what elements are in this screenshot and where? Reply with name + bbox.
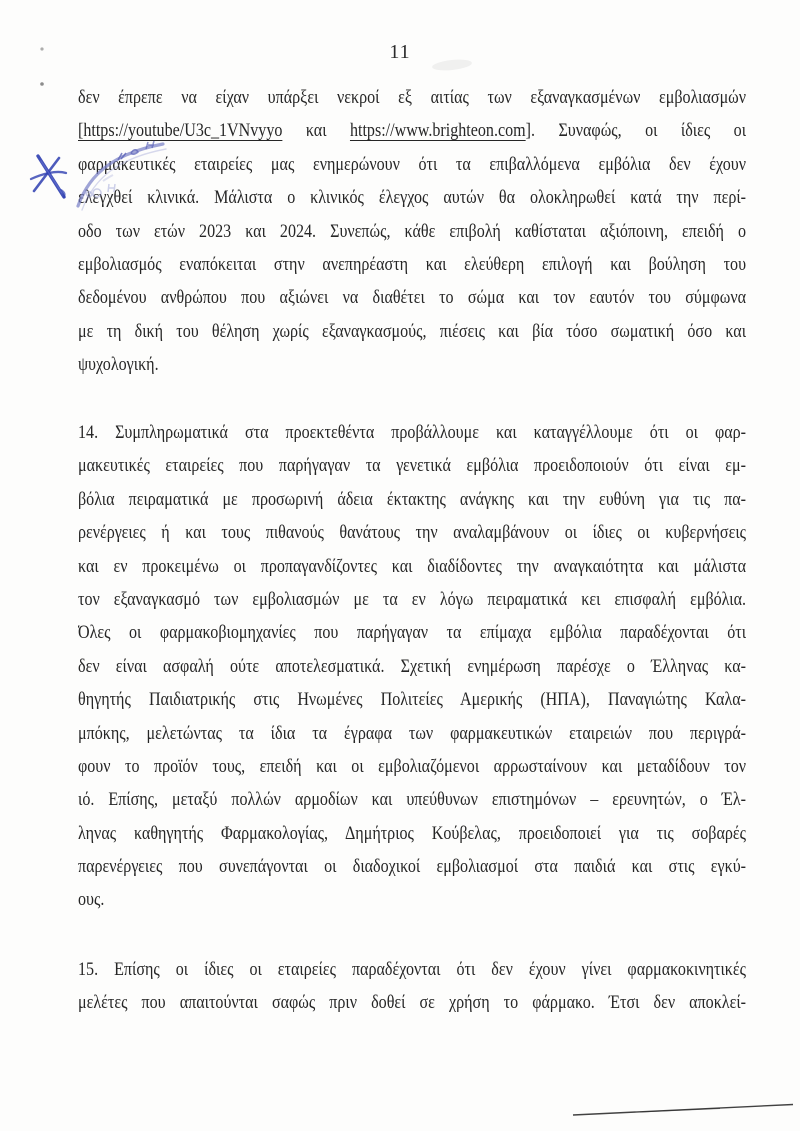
text-line: δεν έπρεπε να είχαν υπάρξει νεκροί εξ αιτίας των εξαναγκασμένων εμβολιασμών [78, 87, 747, 108]
text-line: ελεγχθεί κλινικά. Μάλιστα ο κλινικός έλεγχος αυτών θα ολοκληρωθεί κατά την περί- [78, 187, 747, 209]
text-line: ιό. Επίσης, μεταξύ πολλών αρμοδίων και υπεύθυνων επιστημόνων – ερευνητών, ο Έλ- [78, 789, 747, 811]
paragraph-continuation [78, 81, 746, 382]
text-line: ψυχολογική. [78, 354, 159, 376]
text-line: 15. Επίσης οι ίδιες οι εταιρείες παραδέχονται ότι δεν έχουν γίνει φαρμακοκινητικές [78, 959, 747, 980]
text-line: τον εξαναγκασμό των εμβολιασμών με τα εν λόγω πειραματικά κει επισφαλή εμβόλια. [78, 588, 747, 610]
text-line: ληνας καθηγητής Φαρμακολογίας, Δημήτριος Κούβελας, προειδοποιεί για τις σοβαρές [78, 822, 747, 844]
text-line: παρενέργειες που συνεπάγονται οι διαδοχικοί εμβολιασμοί στα παιδιά και στις εγκύ- [78, 856, 747, 878]
text-line: μακευτικές εταιρείες που παρήγαγαν τα γενετικά εμβόλια προειδοποιούν ότι είναι εμ- [78, 455, 747, 477]
text-line: δεν είναι ασφαλή ούτε αποτελεσματικά. Σχετική ενημέρωση παρέσχε ο Έλληνας κα- [78, 655, 747, 677]
link-separator-text: και [282, 120, 350, 142]
text-line: μελέτες που απαιτούνται σαφώς πριν δοθεί σε χρήση το φάρμακο. Έτσι δεν αποκλεί- [78, 992, 747, 1014]
text-line: εμβολιασμός εναπόκειται στην ανεπηρέαστη και ελεύθερη επιλογή και βούληση του [78, 253, 747, 275]
pen-asterisk-icon [31, 156, 66, 197]
text-line: και εν προκειμένω οι προπαγανδίζοντες και διαδίδοντες την αναγκαιότητα και μάλιστα [78, 555, 747, 577]
brighteon-url-link: https://www.brighteon.com [349, 120, 526, 142]
text-line: φαρμακευτικές εταιρείες μας ενημερώνουν ότι τα επιβαλλόμενα εμβόλια δεν έχουν [78, 153, 747, 175]
text-line: 14. Συμπληρωματικά στα προεκτεθέντα προβάλλουμε και καταγγέλλουμε ότι οι φαρ- [78, 422, 747, 443]
page-number: 11 [389, 41, 411, 63]
text-line: Όλες οι φαρμακοβιομηχανίες που παρήγαγαν τα επίμαχα εμβόλια παραδέχονται ότι [78, 622, 747, 644]
paragraph-15 [78, 953, 746, 1020]
text-line: φουν το προϊόν τους, επειδή και οι εμβολιαζόμενοι αρρωσταίνουν και μεταδίδουν τον [78, 755, 747, 777]
paragraph-14 [78, 416, 746, 917]
text-line: δεδομένου ανθρώπου που αξιώνει να διαθέτει το σώμα και τον εαυτόν του σύμφωνα [78, 287, 747, 309]
text-line: ους. [78, 889, 105, 911]
text-line: ρενέργειες ή και τους πιθανούς θανάτους την αναλαμβάνουν οι ίδιες οι κυβερνήσεις [78, 522, 747, 544]
text-line: οδο των ετών 2023 και 2024. Συνεπώς, κάθε επιβολή καθίσταται αξιόποινη, επειδή ο [78, 220, 747, 242]
text-line: βόλια πειραματικά με προσωρινή άδεια έκτακτης ανάγκης και την ευθύνη για τις πα- [78, 488, 747, 510]
text-line-with-links [78, 114, 746, 147]
youtube-url-link: [https://youtube/U3c_1VNvyyo [78, 120, 283, 142]
scan-artifact-line [573, 1105, 793, 1116]
text-line: μπόκης, μελετώντας τα ίδια τα έγραφα των φαρμακευτικών εταιρειών που περιγρά- [78, 722, 747, 744]
text-line: θηγητής Παιδιατρικής στις Ηνωμένες Πολιτείες Αμερικής (ΗΠΑ), Παναγιώτης Καλα- [78, 689, 747, 711]
line-tail-text: ]. Συναφώς, οι ίδιες οι [525, 120, 747, 142]
text-line: με τη δική του θέληση χωρίς εξαναγκασμούς, πιέσεις και βία τόσο σωματική όσο και [78, 320, 747, 342]
